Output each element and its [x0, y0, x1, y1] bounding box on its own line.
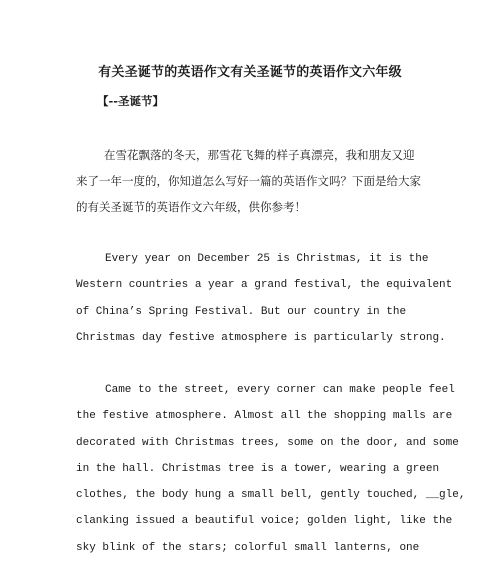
intro-line: 在雪花飘落的冬天，那雪花飞舞的样子真漂亮，我和朋友又迎 — [104, 148, 415, 162]
english-paragraph-1 — [76, 246, 453, 351]
paragraph-line: in the hall. Christmas tree is a tower, wearing a green — [76, 462, 440, 475]
intro-paragraph — [76, 142, 426, 220]
english-paragraph-2 — [76, 377, 466, 561]
paragraph-line: decorated with Christmas trees, some on the door, and some — [76, 436, 459, 449]
document-title: 有关圣诞节的英语作文有关圣诞节的英语作文六年级 — [98, 65, 402, 80]
paragraph-line: Christmas day festive atmosphere is particularly strong. — [76, 331, 446, 344]
paragraph-line: sky blink of the stars; colorful small lanterns, one — [76, 541, 420, 554]
intro-line: 来了一年一度的，你知道怎么写好一篇的英语作文吗？下面是给大家 — [76, 174, 421, 188]
paragraph-line: clanking issued a beautiful voice; golden light, like the — [76, 515, 453, 528]
paragraph-line: Every year on December 25 is Christmas, it is the — [105, 253, 429, 265]
paragraph-line: Came to the street, every corner can make people feel — [105, 384, 455, 396]
paragraph-line: of China’s Spring Festival. But our country in the — [76, 305, 407, 318]
paragraph-line: clothes, the body hung a small bell, gently touched, __gle, — [76, 489, 466, 502]
document-subtitle: 【--圣诞节】 — [97, 94, 165, 108]
paragraph-line: Western countries a year a grand festival, the equivalent — [76, 279, 453, 292]
intro-line: 的有关圣诞节的英语作文六年级，供你参考！ — [76, 200, 306, 214]
paragraph-line: the festive atmosphere. Almost all the shopping malls are — [76, 410, 453, 423]
